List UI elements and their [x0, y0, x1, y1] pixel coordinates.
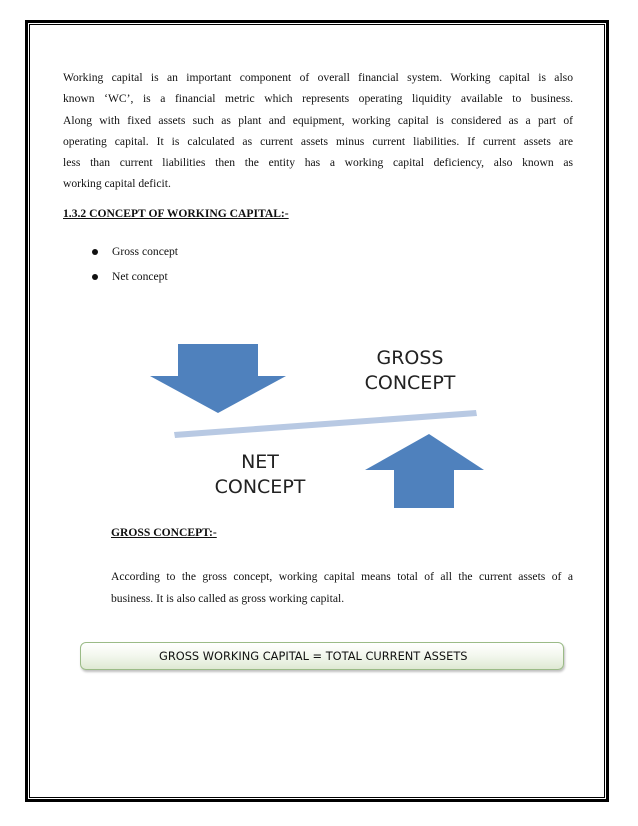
- gross-paragraph-line: business. It is also called as gross working capital.: [111, 592, 345, 605]
- net-label-line: CONCEPT: [214, 476, 306, 498]
- gross-concept-heading: GROSS CONCEPT:-: [111, 526, 217, 539]
- formula-box: [80, 642, 564, 670]
- formula-text: GROSS WORKING CAPITAL = TOTAL CURRENT ASSETS: [159, 649, 468, 663]
- bullet-label: Gross concept: [112, 245, 179, 258]
- section-heading: 1.3.2 CONCEPT OF WORKING CAPITAL:-: [63, 207, 289, 220]
- down-arrow-icon: [150, 344, 286, 413]
- intro-line: working capital deficit.: [63, 177, 171, 191]
- gross-concept-paragraph: [111, 566, 573, 610]
- concept-bullet-list: [92, 245, 178, 295]
- net-concept-label: [180, 450, 340, 500]
- bullet-item: [92, 270, 178, 295]
- gross-paragraph-line: According to the gross concept, working capital means total of all the current assets of a: [111, 570, 573, 583]
- net-label-line: NET: [241, 451, 279, 473]
- bullet-dot-icon: [92, 249, 98, 255]
- bullet-label: Net concept: [112, 270, 168, 283]
- gross-label-line: CONCEPT: [364, 372, 456, 394]
- up-arrow-icon: [365, 434, 484, 508]
- intro-line: less than current liabilities then the entity has a working capital deficiency, also known as: [63, 156, 573, 170]
- intro-line: Working capital is an important component of overall financial system. Working capital is also: [63, 71, 573, 84]
- intro-line: Along with fixed assets such as plant and equipment, working capital is considered as a part of: [63, 113, 573, 127]
- gross-concept-label: [340, 346, 480, 396]
- bullet-dot-icon: [92, 274, 98, 280]
- gross-label-line: GROSS: [376, 347, 444, 369]
- intro-line: known ‘WC’, is a financial metric which represents operating liquidity available to business.: [63, 92, 573, 106]
- intro-line: operating capital. It is calculated as current assets minus current liabilities. If current assets are: [63, 134, 573, 148]
- intro-paragraph: [63, 67, 573, 195]
- concept-diagram: [150, 340, 500, 510]
- bullet-item: [92, 245, 178, 270]
- balance-beam: [174, 410, 477, 438]
